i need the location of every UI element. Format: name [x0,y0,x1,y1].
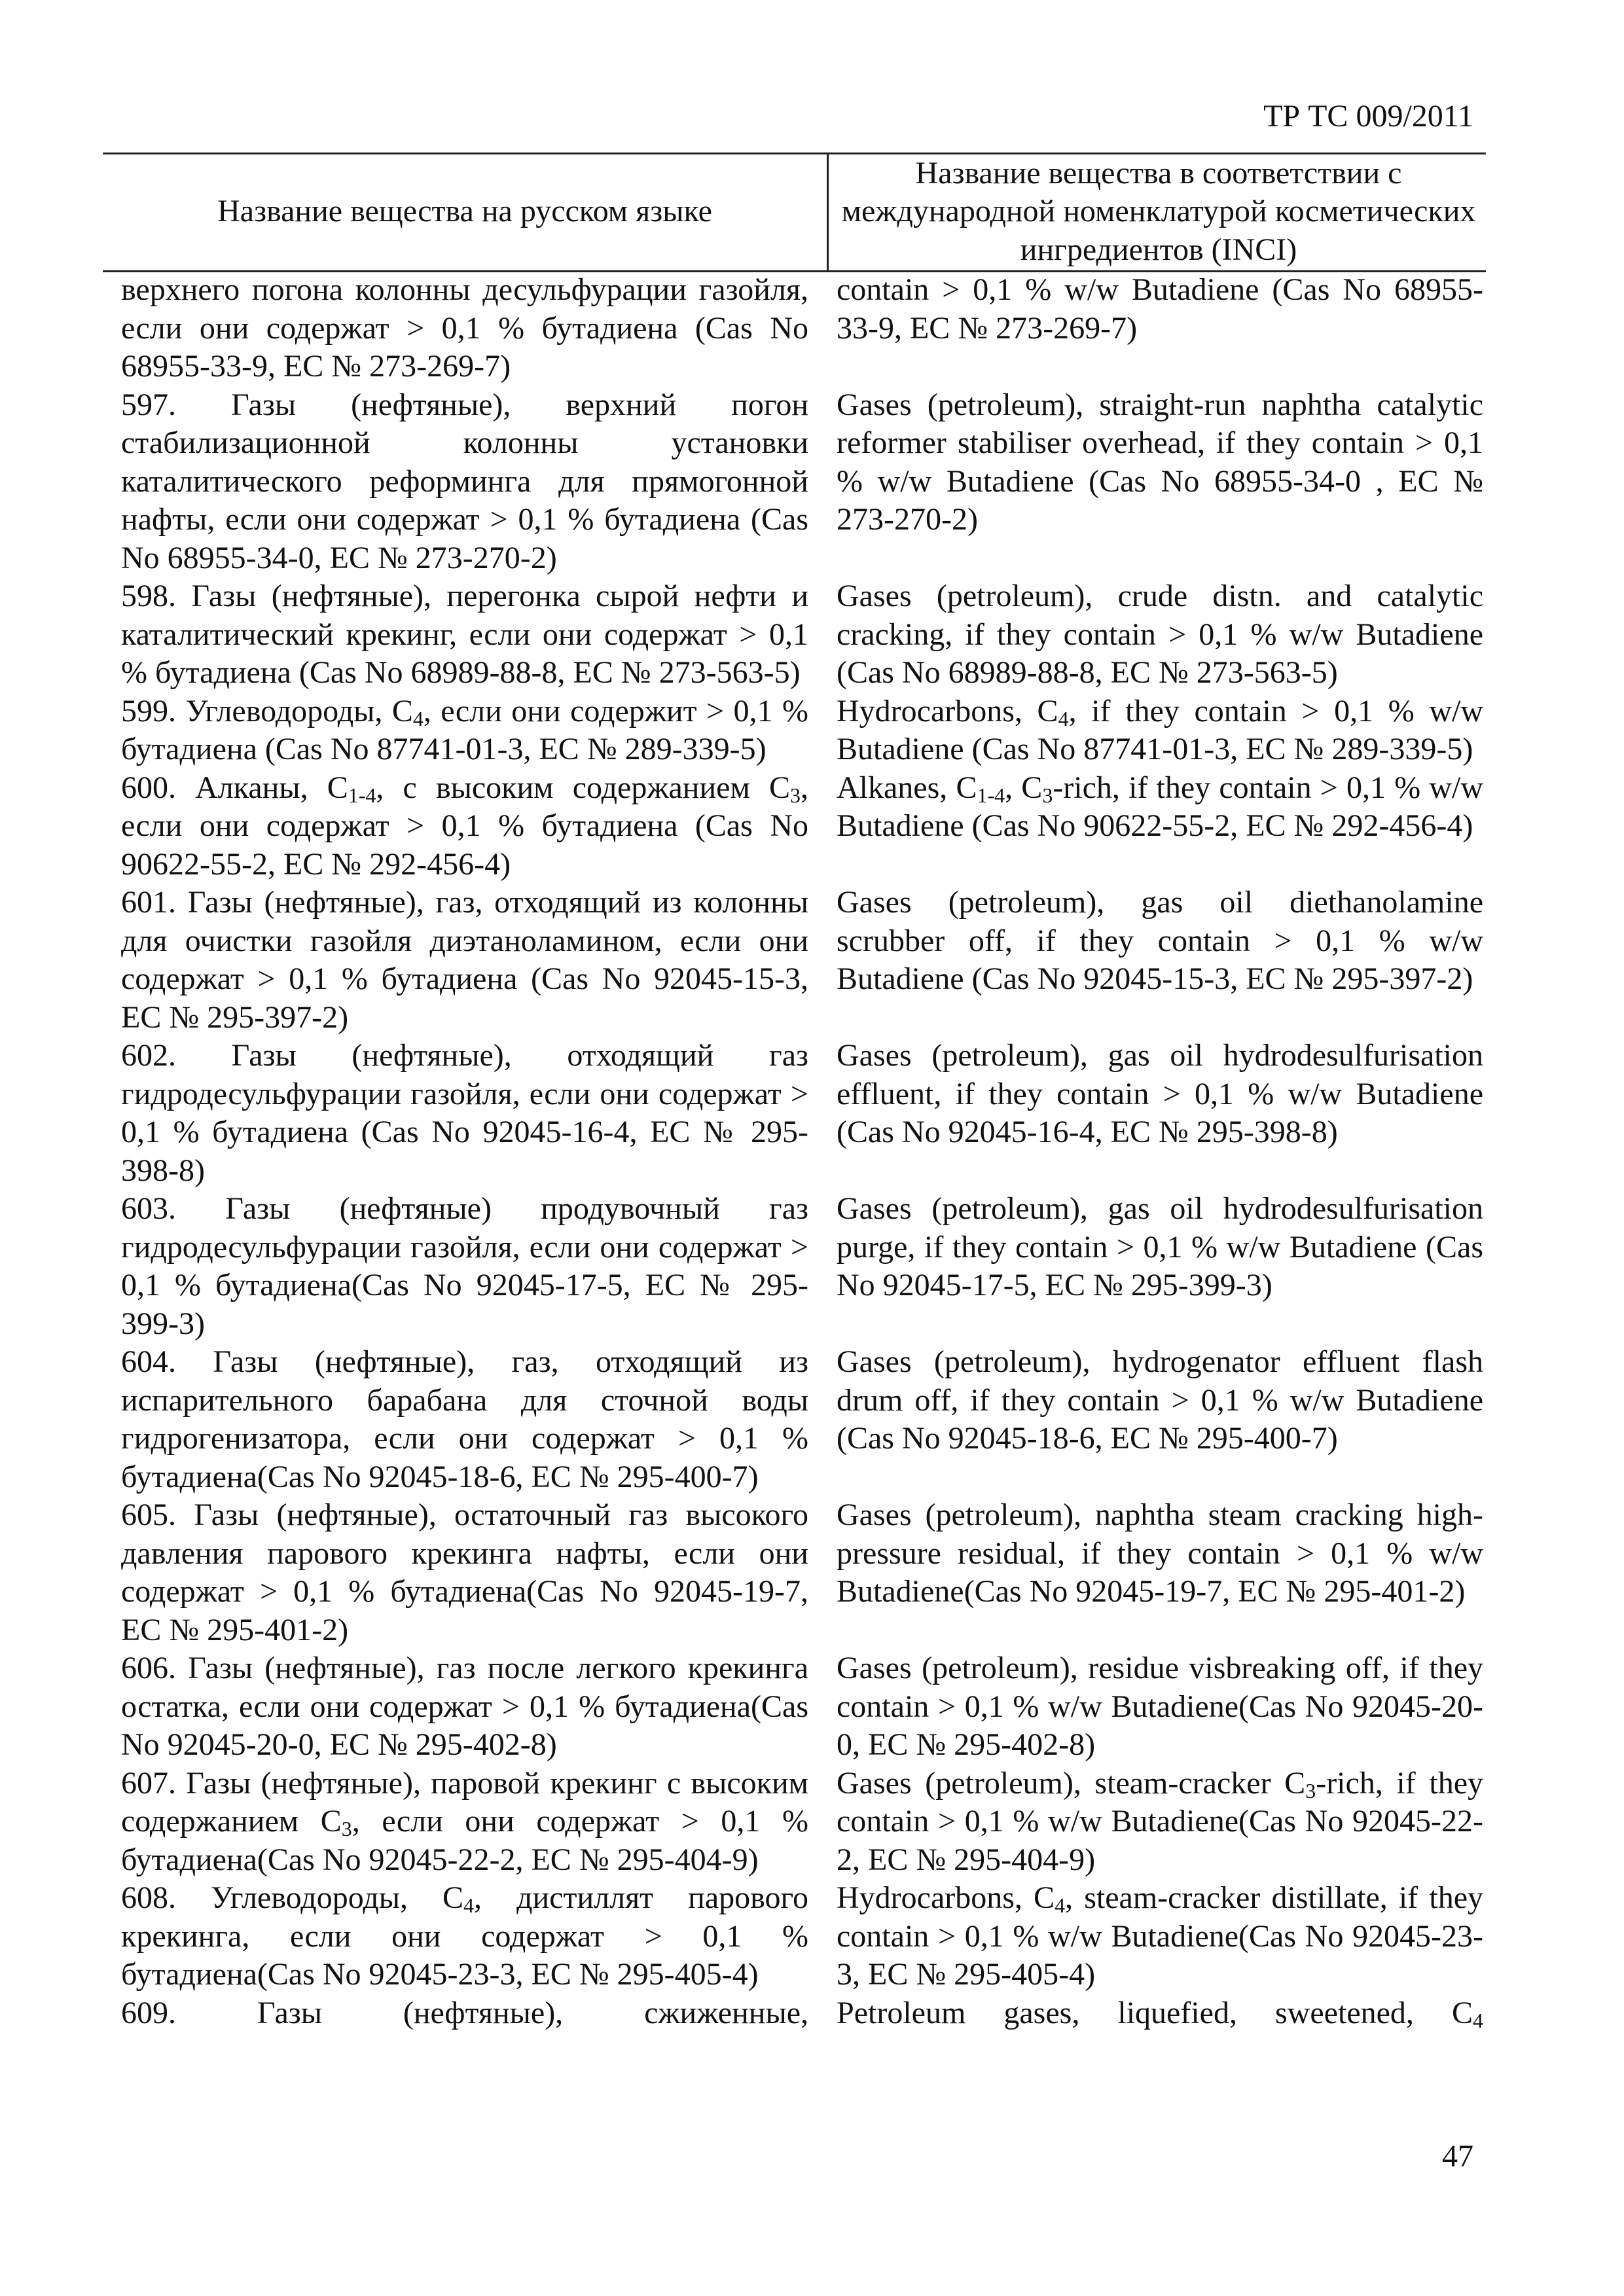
substance-name-inci: contain > 0,1 % w/w Butadiene (Cas No 68955-33-9, ЕС № 273-269-7) [837,272,1483,346]
table-row [0,1343,1483,1496]
substance-name-ru: 606. Газы (нефтяные), газ после легкого крекинга остатка, если они содержат > 0,1 % бутадиена(Cas No 92045-20-0, ЕС № 295-402-8) [121,1651,808,1762]
substance-name-ru: 604. Газы (нефтяные), газ, отходящий из испарительного барабана для сточной воды гидрогенизатора, если они содержат > 0,1 % бутадиена(Cas No 92045-18-6, ЕС № 295-400-7) [121,1344,808,1494]
column-header-russian: Название вещества на русском языке [217,194,712,229]
substance-name-ru: 602. Газы (нефтяные), отходящий газ гидродесульфурации газойля, если они содержат > 0,1 % бутадиена (Cas No 92045-16-4, ЕС № 295-398-8) [121,1038,808,1188]
subscript: 4 [412,706,424,730]
text-segment: Petroleum gases, liquefied, sweetened, C [837,1995,1473,2030]
text-segment: , если они содержат > 0,1 % бутадиена(Cas No 92045-22-2, ЕС № 295-404-9) [121,1804,809,1877]
substance-name-inci [837,1879,1483,1994]
text-segment: , steam-cracker distillate, if they contain > 0,1 % w/w Butadiene(Cas No 92045-23-3, ЕС № 295-405-4) [837,1880,1484,1992]
text-segment: 599. Углеводороды, С [121,693,413,728]
substance-name-ru [121,1879,808,1994]
substance-name-ru [121,1765,808,1880]
text-segment: Hydrocarbons, C [837,1880,1055,1915]
table-row [0,1765,1483,1880]
table-row [0,769,1483,884]
table-row [0,386,1483,578]
page-number: 47 [1442,2139,1473,2174]
column-divider [827,152,829,270]
text-segment: -rich, if they contain > 0,1 % w/w Butadiene(Cas No 92045-22-2, ЕС № 295-404-9) [837,1765,1483,1877]
substance-name-inci [837,1994,1483,2033]
column-header-inci: Название вещества в соответствии с международной номенклатурой косметических ингредиентов (INCI) [841,155,1476,267]
substance-name-ru: 609. Газы (нефтяные), сжиженные, [121,1995,808,2030]
substance-name-ru: 601. Газы (нефтяные), газ, отходящий из колонны для очистки газойля диэтаноламином, если они содержат > 0,1 % бутадиена (Cas No 92045-15-3, ЕС № 295-397-2) [121,885,808,1035]
substance-name-ru: 605. Газы (нефтяные), остаточный газ высокого давления парового крекинга нафты, если они содержат > 0,1 % бутадиена(Cas No 92045-19-7, ЕС № 295-401-2) [121,1498,808,1647]
substance-name-inci: Gases (petroleum), gas oil hydrodesulfurisation purge, if they contain > 0,1 % w/w Butadiene (Cas No 92045-17-5, ЕС № 295-399-3) [837,1191,1483,1302]
table-row [0,884,1483,1037]
subscript: 3 [341,1817,352,1840]
substance-name-inci: Gases (petroleum), residue visbreaking off, if they contain > 0,1 % w/w Butadiene(Cas No 92045-20-0, ЕС № 295-402-8) [837,1651,1483,1762]
substance-name-inci: Gases (petroleum), straight-run naphtha catalytic reformer stabiliser overhead, if they contain > 0,1 % w/w Butadiene (Cas No 68955-34-0 , ЕС № 273-270-2) [837,387,1483,537]
document-id-header: ТР ТС 009/2011 [1263,99,1473,134]
subscript: 4 [1473,2008,1483,2032]
table-row [0,1037,1483,1190]
text-segment: 608. Углеводороды, С [121,1880,464,1915]
table-row [0,1190,1483,1343]
text-segment: , дистиллят парового крекинга, если они содержат > 0,1 % бутадиена(Cas No 92045-23-3, ЕС № 295-405-4) [121,1880,808,1992]
substance-table-body [0,271,1483,2032]
table-row [0,577,1483,692]
text-segment: Gases (petroleum), steam-cracker C [837,1765,1306,1801]
text-segment: , если они содержат > 0,1 % бутадиена (Cas No 90622-55-2, ЕС № 292-456-4) [121,770,809,882]
substance-name-ru: 597. Газы (нефтяные), верхний погон стабилизационной колонны установки каталитического реформинга для прямогонной нафты, если они содержат > 0,1 % бутадиена (Cas No 68955-34-0, ЕС № 273-270-2) [121,387,808,575]
substance-name-inci [837,692,1483,769]
table-row [0,1649,1483,1765]
substance-name-inci: Gases (petroleum), naphtha steam cracking high-pressure residual, if they contain > 0,1 % w/w Butadiene(Cas No 92045-19-7, ЕС № 295-401-2) [837,1498,1483,1609]
substance-name-inci: Gases (petroleum), crude distn. and catalytic cracking, if they contain > 0,1 % w/w Butadiene (Cas No 68989-88-8, ЕС № 273-563-5) [837,579,1483,690]
text-segment: , if they contain > 0,1 % w/w Butadiene (Cas No 87741-01-3, ЕС № 289-339-5) [837,693,1483,766]
subscript: 4 [1058,706,1069,730]
substance-name-inci: Gases (petroleum), gas oil diethanolamine scrubber off, if they contain > 0,1 % w/w Butadiene (Cas No 92045-15-3, ЕС № 295-397-2) [837,885,1483,996]
table-row [0,1879,1483,1994]
substance-name-ru: 603. Газы (нефтяные) продувочный газ гидродесульфурации газойля, если они содержат > 0,1 % бутадиена(Cas No 92045-17-5, ЕС № 295-399-3) [121,1191,808,1341]
subscript: 3 [790,783,801,807]
substance-name-inci [837,1765,1483,1880]
subscript: 4 [1055,1893,1066,1917]
substance-name-inci: Gases (petroleum), gas oil hydrodesulfurisation effluent, if they contain > 0,1 % w/w Butadiene (Cas No 92045-16-4, ЕС № 295-398-8) [837,1038,1483,1149]
table-row [0,1994,1483,2033]
substance-name-ru: верхнего погона колонны десульфурации газойля, если они содержат > 0,1 % бутадиена (Cas No 68955-33-9, ЕС № 273-269-7) [121,272,808,384]
text-segment: , C [1005,770,1043,805]
table-row [0,692,1483,769]
text-segment: Hydrocarbons, C [837,693,1058,728]
substance-name-ru [121,769,808,884]
text-segment: -rich, if they contain > 0,1 % w/w Butadiene (Cas No 90622-55-2, ЕС № 292-456-4) [837,770,1484,843]
table-row [0,271,1483,386]
subscript: 3 [1042,783,1053,807]
substance-name-ru [121,692,808,769]
subscript: 1-4 [977,783,1005,807]
substance-name-ru: 598. Газы (нефтяные), перегонка сырой нефти и каталитический крекинг, если они содержат > 0,1 % бутадиена (Cas No 68989-88-8, ЕС № 273-563-5) [121,579,808,690]
text-segment: , если они содержит > 0,1 % бутадиена (Cas No 87741-01-3, ЕС № 289-339-5) [121,693,808,766]
substance-name-inci: Gases (petroleum), hydrogenator effluent flash drum off, if they contain > 0,1 % w/w Butadiene (Cas No 92045-18-6, ЕС № 295-400-7) [837,1344,1483,1456]
subscript: 3 [1305,1778,1316,1803]
text-segment: 600. Алканы, С [121,770,348,805]
text-segment: 607. Газы (нефтяные), паровой крекинг с высоким содержанием С [121,1765,808,1839]
subscript: 4 [463,1893,475,1917]
table-row [0,1496,1483,1649]
substance-name-inci [837,769,1483,884]
text-segment: , с высоким содержанием С [376,770,791,805]
text-segment: Alkanes, C [837,770,977,805]
subscript: 1-4 [348,783,376,807]
